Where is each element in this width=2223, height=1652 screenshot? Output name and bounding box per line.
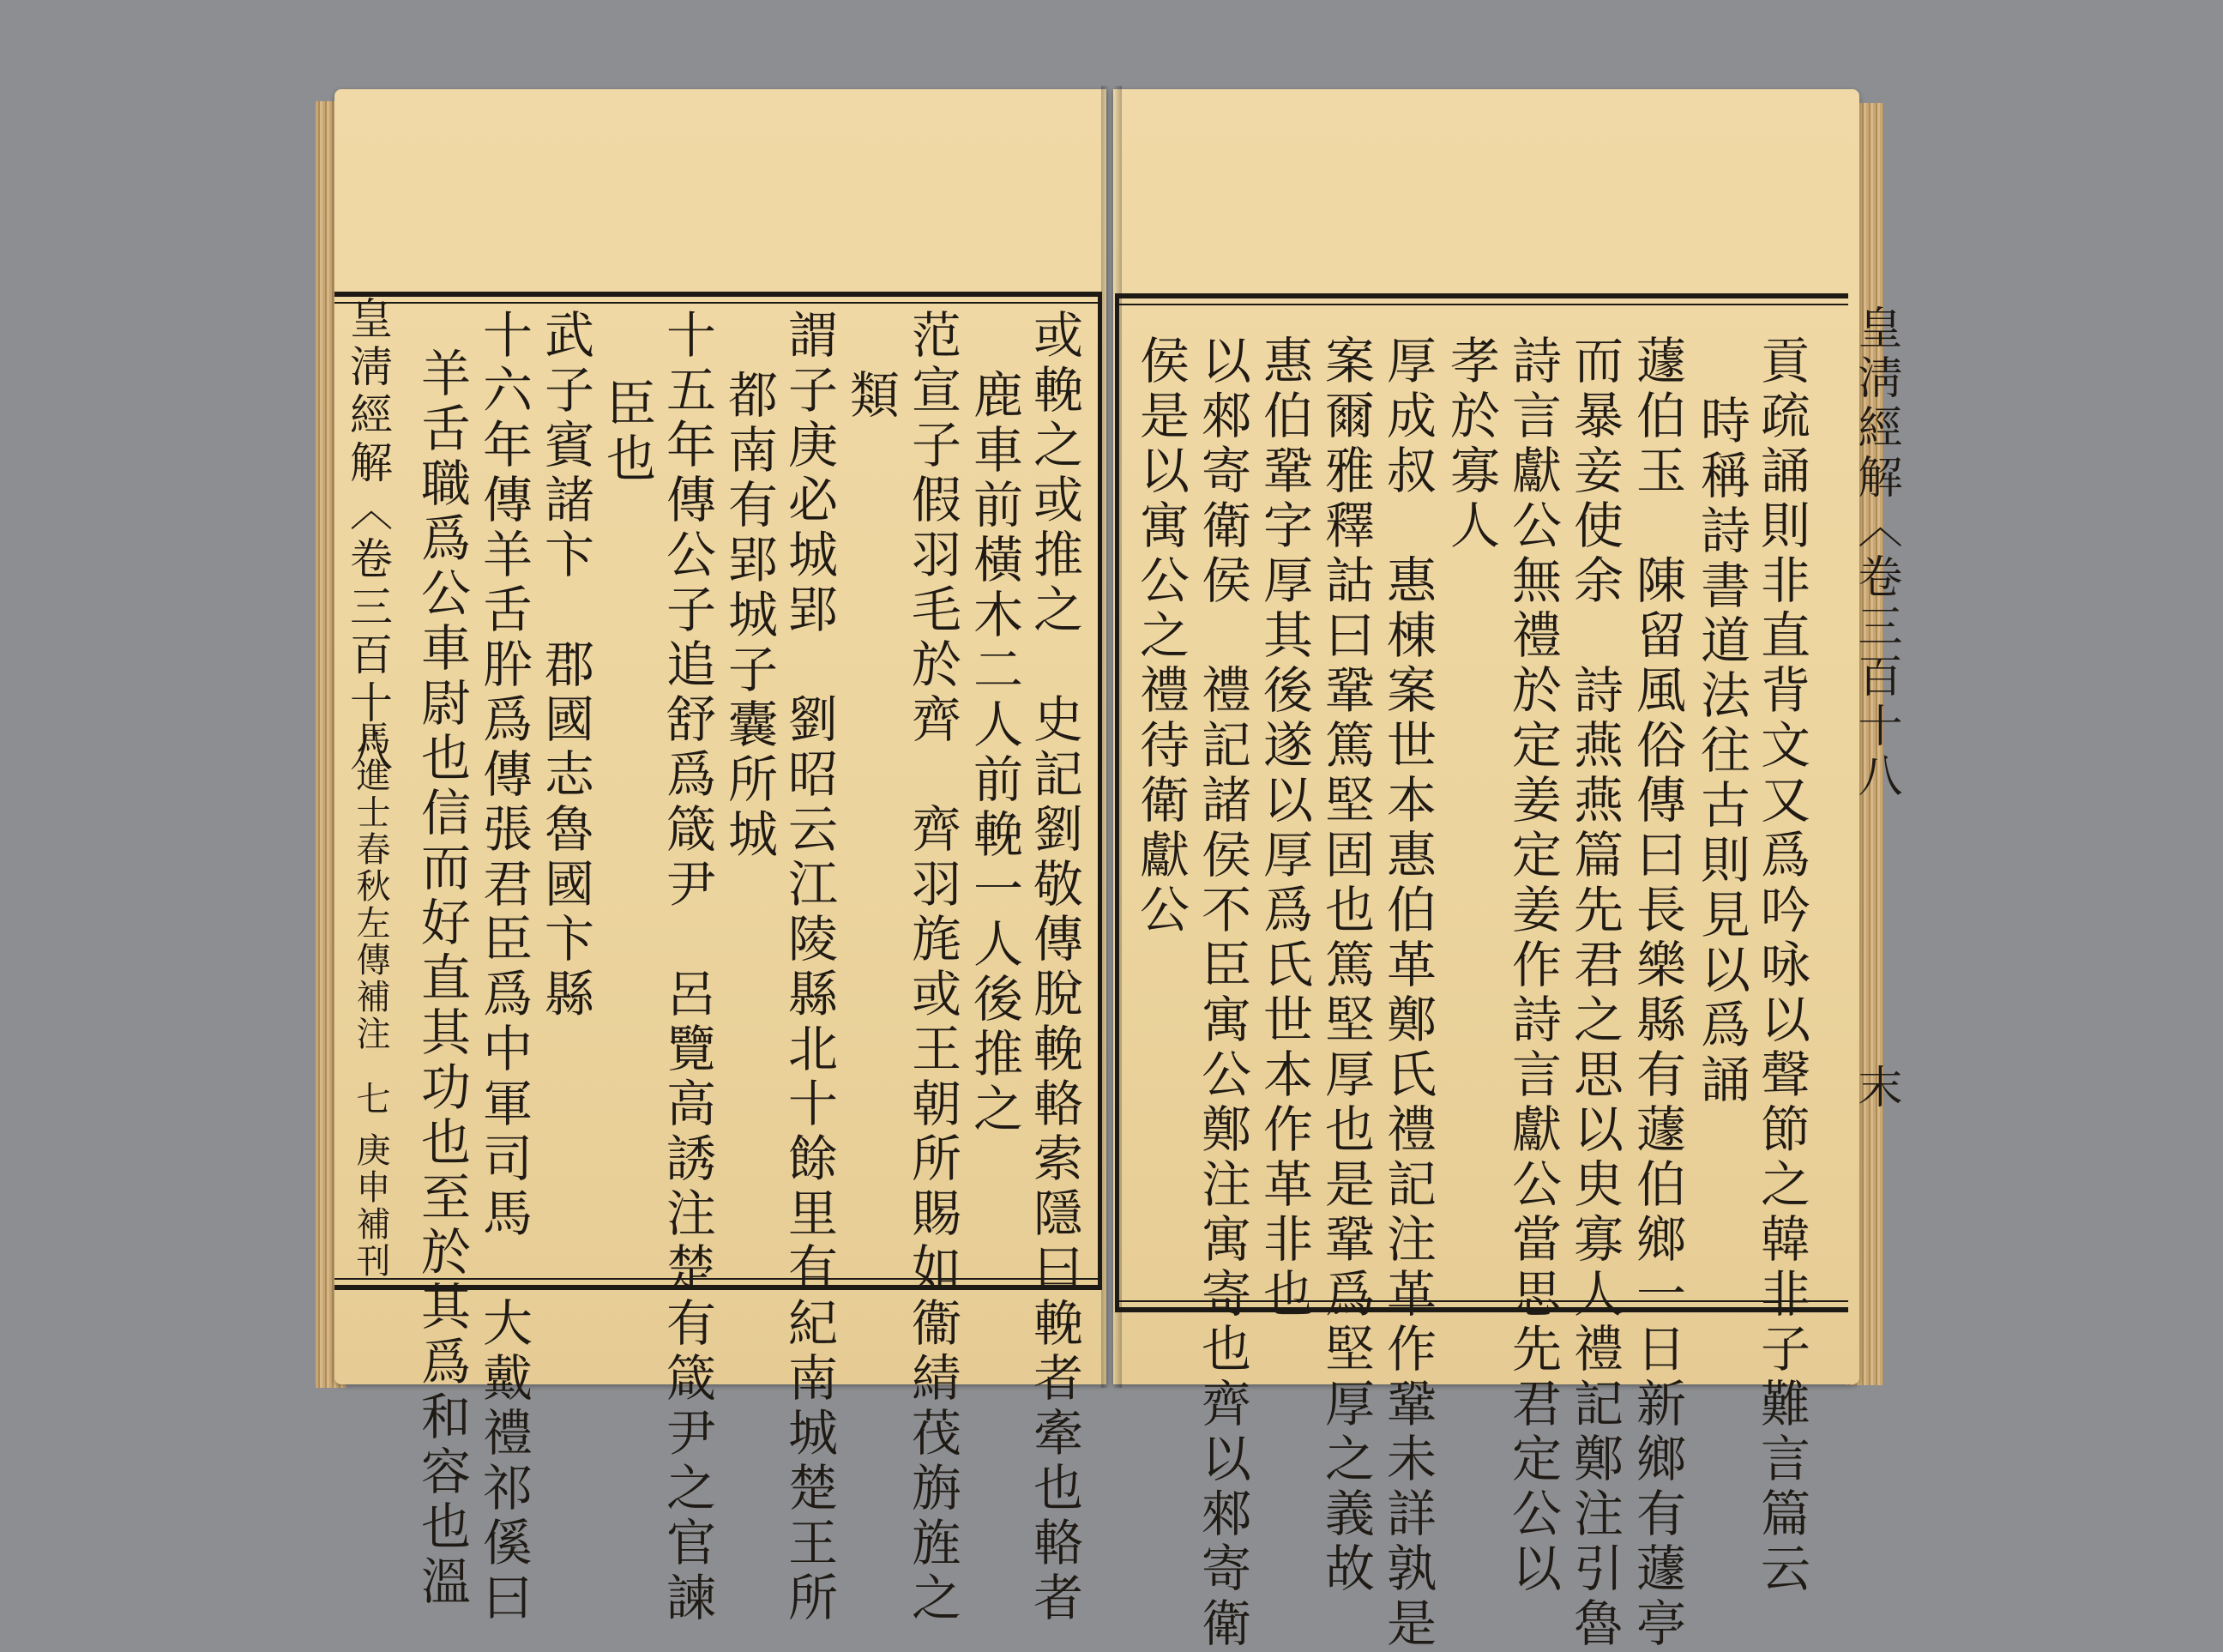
left-col-11: 羊舌職爲公車尉也信而好直其功也至於其爲和容也溫 xyxy=(413,347,471,1610)
right-col-11: 侯是以寓公之禮待衛獻公 xyxy=(1131,335,1190,938)
right-col-8: 案爾雅釋詁曰鞏篤堅固也篤堅厚也是鞏爲堅厚之義故 xyxy=(1316,335,1375,1597)
left-edition-note: 庚申補刊 xyxy=(351,1132,390,1280)
left-col-3: 范宣子假羽毛於齊 齊羽旄或王朝所賜如衞綪茷旃旌之 xyxy=(903,309,961,1626)
right-col-5: 詩言獻公無禮於定姜定姜作詩言獻公當思先君定公以 xyxy=(1503,335,1562,1597)
left-col-8: 臣也 xyxy=(598,377,656,487)
right-col-2: 時稱詩書道法往古則見以爲誦 xyxy=(1692,395,1750,1108)
left-col-2: 鹿車前橫木二人前輓一人後推之 xyxy=(965,369,1023,1137)
left-col-4: 類 xyxy=(841,369,900,424)
left-col-10: 十六年傳羊舌肸爲傳張君臣爲中軍司馬 大戴禮祁傒曰 xyxy=(474,309,533,1626)
left-col-5: 謂子庚必城郢 劉昭云江陵縣北十餘里有紀南城楚王所 xyxy=(780,309,838,1626)
left-col-1: 或輓之或推之 史記劉敬傳脫輓輅索隱曰輓者牽也輅者 xyxy=(1025,309,1083,1626)
right-margin-title: 皇淸經解〈卷三百十八 xyxy=(1850,304,1901,802)
left-col-6: 都南有郢城子囊所城 xyxy=(720,369,778,863)
right-col-9: 惠伯鞏字厚其後遂以厚爲氏世本作革非也 xyxy=(1255,335,1313,1323)
right-col-6: 孝於寡人 xyxy=(1442,335,1500,554)
right-folio-mark: 末 xyxy=(1850,1064,1901,1113)
left-col-7: 十五年傳公子追舒爲箴尹 呂覽高誘注楚有箴尹之官諫 xyxy=(658,309,716,1626)
right-col-1: 貢疏誦則非直背文又爲吟咏以聲節之韓非子難言篇云 xyxy=(1752,335,1810,1597)
right-col-4: 而暴妾使余 詩燕燕篇先君之思以㬰寡人禮記鄭注引魯 xyxy=(1565,335,1624,1652)
left-col-9: 武子賓諸卞 郡國志魯國卞縣 xyxy=(536,309,594,1022)
left-margin-subtitle: 馬進士春秋左傳補注 xyxy=(351,720,390,1052)
left-margin-title: 皇淸經解〈卷三百十八 xyxy=(343,296,393,776)
right-col-3: 蘧伯玉 陳留風俗傳曰長樂縣有蘧伯鄉一日新鄉有蘧亭 xyxy=(1628,335,1686,1652)
right-col-10: 以郲寄衛侯 禮記諸侯不臣寓公鄭注寓寄也齊以郲寄衛 xyxy=(1193,335,1251,1652)
right-col-7: 厚成叔 惠棟案世本惠伯革鄭氏禮記注革作鞏未詳孰是 xyxy=(1378,335,1437,1652)
left-folio-mark: 七 xyxy=(351,1081,390,1118)
